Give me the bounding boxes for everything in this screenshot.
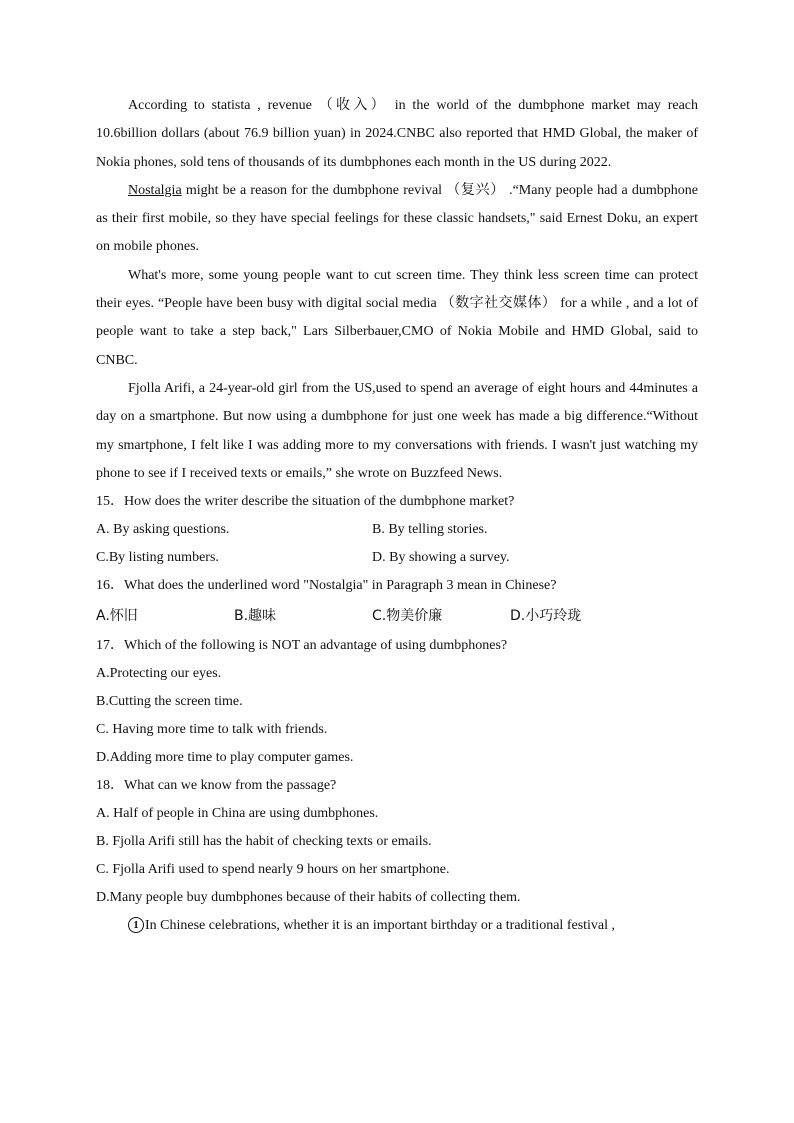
paragraph-4: Fjolla Arifi, a 24-year-old girl from the US,used to spend an average of eight hours and 44minutes a day on a smartphone. But now using a dumbphone for just one week has made a big difference.“Without my smartphone, I felt like I was adding more to my conversations with friends. I wasn't just watching my phone to see if I received texts or emails,” she wrote on Buzzfeed News. [96, 380, 698, 481]
next-passage-start [96, 912, 698, 940]
circled-number-marker: 1 [128, 917, 144, 933]
paragraph-3: What's more, some young people want to cut screen time. They think less screen time can protect their eyes. “People have been busy with digital social media （数字社交媒体） for a while , and a lot of people want to take a step back," Lars Silberbauer,CMO of Nokia Mobile and HMD Global, said to CNBC. [96, 267, 698, 368]
option-b: B.趣味 [234, 608, 277, 625]
option-d: D.Adding more time to play computer games. [96, 750, 354, 766]
question-16-options [96, 602, 698, 630]
underlined-word: Nostalgia [128, 182, 182, 198]
option-c: C.物美价廉 [372, 608, 443, 625]
option-a: A. By asking questions. [96, 522, 230, 538]
question-15: 15．How does the writer describe the situation of the dumbphone market? [96, 494, 515, 510]
option-c: C. Having more time to talk with friends. [96, 722, 328, 738]
next-passage-text: In Chinese celebrations, whether it is an important birthday or a traditional festival , [145, 918, 616, 934]
paragraph-1: According to statista , revenue （收入） in the world of the dumbphone market may reach 10.6billion dollars (about 76.9 billion yuan) in 2024.CNBC also reported that HMD Global, the maker of Nokia phones, sold tens of thousands of its dumbphones each month in the US during 2022. [96, 98, 698, 170]
question-16: 16．What does the underlined word "Nostalgia" in Paragraph 3 mean in Chinese? [96, 578, 557, 594]
question-17: 17．Which of the following is NOT an advantage of using dumbphones? [96, 638, 508, 654]
option-a: A.怀旧 [96, 608, 138, 625]
question-15-options [96, 516, 698, 544]
paragraph-2-text: might be a reason for the dumbphone revival （复兴） .“Many people had a dumbphone as their first mobile, so they have special feelings for these classic handsets," said Ernest Doku, an expert on mobile phones. [96, 182, 698, 255]
option-a: A. Half of people in China are using dumbphones. [96, 806, 379, 822]
passage-body [96, 92, 698, 940]
option-d: D. By showing a survey. [372, 550, 510, 566]
question-18: 18．What can we know from the passage? [96, 778, 337, 794]
option-c: C.By listing numbers. [96, 550, 219, 566]
option-d: D.小巧玲珑 [510, 608, 582, 625]
option-b: B. By telling stories. [372, 522, 488, 538]
option-a: A.Protecting our eyes. [96, 666, 222, 682]
option-b: B.Cutting the screen time. [96, 694, 243, 710]
question-15-options-2 [96, 544, 698, 572]
paragraph-2 [96, 177, 698, 262]
option-d: D.Many people buy dumbphones because of their habits of collecting them. [96, 890, 521, 906]
option-c: C. Fjolla Arifi used to spend nearly 9 hours on her smartphone. [96, 862, 450, 878]
option-b: B. Fjolla Arifi still has the habit of checking texts or emails. [96, 834, 432, 850]
